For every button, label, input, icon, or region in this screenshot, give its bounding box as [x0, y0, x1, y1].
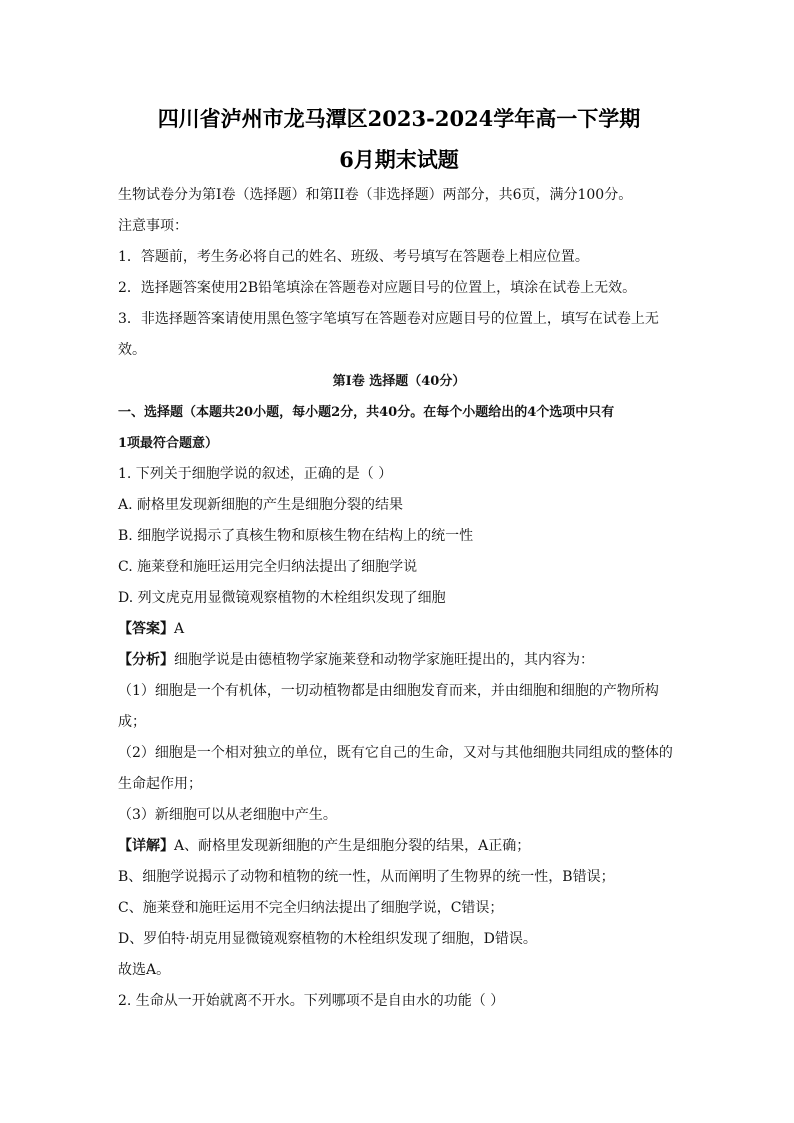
analysis-point-continued: 生命起作用； — [118, 776, 202, 792]
detail-text: A、耐格里发现新细胞的产生是细胞分裂的结果，A正确； — [174, 838, 531, 854]
question-1-option-b: B. 细胞学说揭示了真核生物和原核生物在结构上的统一性 — [118, 528, 474, 544]
answer-label: 【答案】 — [118, 621, 174, 637]
analysis-label: 【分析】 — [118, 652, 174, 668]
note-item: 1．答题前，考生务必将自己的姓名、班级、考号填写在答题卷上相应位置。 — [118, 249, 589, 265]
analysis-point: （2）细胞是一个相对独立的单位，既有它自己的生命，又对与其他细胞共同组成的整体的 — [118, 745, 673, 761]
question-1-option-a: A. 耐格里发现新细胞的产生是细胞分裂的结果 — [118, 497, 404, 513]
page-subtitle: 6月期末试题 — [339, 147, 459, 172]
analysis-line — [118, 645, 680, 676]
answer-line — [118, 614, 680, 645]
question-2-stem: 2. 生命从一开始就离不开水。下列哪项不是自由水的功能（ ） — [118, 993, 505, 1009]
note-item: 2．选择题答案使用2B铅笔填涂在答题卷对应题目号的位置上，填涂在试卷上无效。 — [118, 280, 637, 296]
analysis-point: （3）新细胞可以从老细胞中产生。 — [118, 807, 337, 823]
intro-text: 生物试卷分为第I卷（选择题）和第II卷（非选择题）两部分，共6页，满分100分。 — [118, 187, 633, 203]
section-title: 第I卷 选择题（40分） — [332, 374, 466, 389]
section-instructions-continued: 1项最符合题意） — [118, 436, 219, 451]
notes-heading: 注意事项： — [118, 218, 188, 234]
answer-value: A — [174, 621, 185, 637]
section-instructions: 一、选择题（本题共20小题，每小题2分，共40分。在每个小题给出的4个选项中只有 — [118, 405, 615, 420]
detail-line — [118, 831, 680, 862]
question-1-option-c: C. 施莱登和施旺运用完全归纳法提出了细胞学说 — [118, 559, 418, 575]
detail-text: D、罗伯特·胡克用显微镜观察植物的木栓组织发现了细胞，D错误。 — [118, 931, 537, 947]
detail-label: 【详解】 — [118, 838, 174, 854]
detail-text: C、施莱登和施旺运用不完全归纳法提出了细胞学说，C错误； — [118, 900, 504, 916]
page-title: 四川省泸州市龙马潭区2023-2024学年高一下学期 — [157, 106, 641, 131]
note-item-continued: 效。 — [118, 342, 146, 358]
analysis-point: （1）细胞是一个有机体，一切动植物都是由细胞发育而来，并由细胞和细胞的产物所构 — [118, 683, 659, 699]
analysis-point-continued: 成； — [118, 714, 146, 730]
analysis-text: 细胞学说是由德植物学家施莱登和动物学家施旺提出的，其内容为： — [174, 652, 594, 668]
detail-conclusion: 故选A。 — [118, 962, 171, 978]
note-item: 3．非选择题答案请使用黑色签字笔填写在答题卷对应题目号的位置上，填写在试卷上无 — [118, 311, 659, 327]
question-1-option-d: D. 列文虎克用显微镜观察植物的木栓组织发现了细胞 — [118, 590, 446, 606]
question-1-stem: 1. 下列关于细胞学说的叙述，正确的是（ ） — [118, 466, 393, 482]
detail-text: B、细胞学说揭示了动物和植物的统一性，从而阐明了生物界的统一性，B错误； — [118, 869, 615, 885]
